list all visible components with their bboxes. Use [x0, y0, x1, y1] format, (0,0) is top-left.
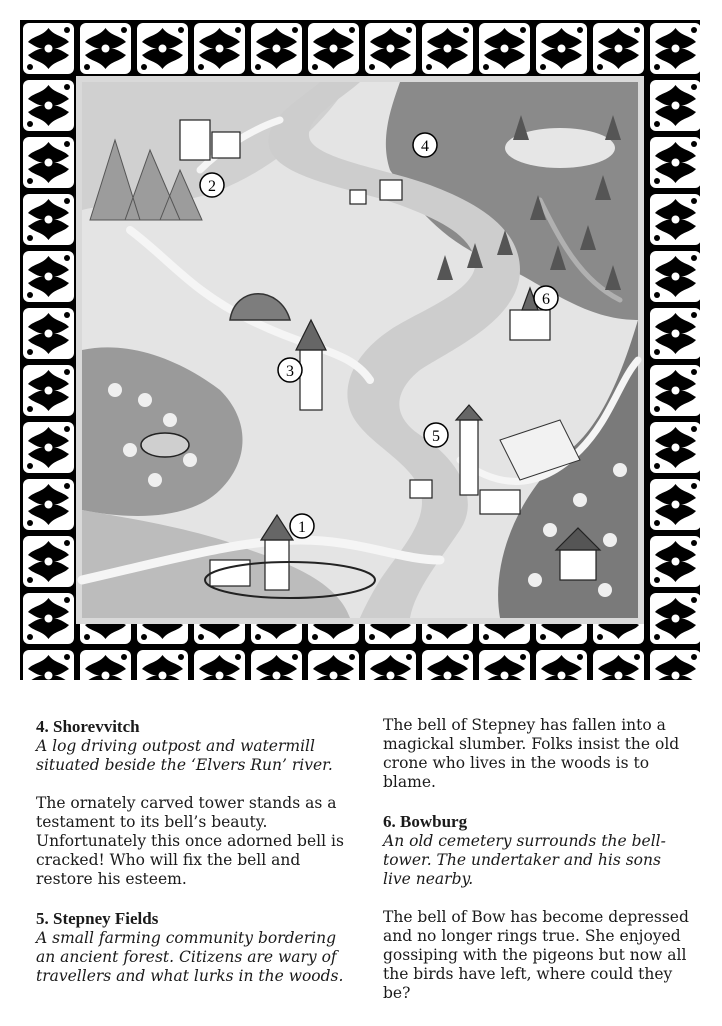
entry-body: The bell of Bow has become depressed and no longer rings true. She enjoyed gossiping with the pigeons but now all the birds have left, where could they be? [383, 908, 689, 1002]
map-area [76, 76, 644, 624]
map-marker-5 [424, 423, 448, 447]
entry-subtitle: A small farming community bordering an ancient forest. Citizens are wary of travellers and what lurks in the woods. [36, 929, 344, 985]
entry-body: The ornately carved tower stands as a testament to its bell’s beauty. Unfortunately this once adorned bell is cracked! Who will fix the bell and restore his esteem. [36, 794, 344, 888]
text-column-left [36, 716, 346, 986]
svg-text:4: 4 [421, 138, 429, 155]
entry-shorevvitch [36, 716, 346, 889]
map-marker-3 [278, 358, 302, 382]
entry-heading: 5. Stepney Fields [36, 909, 159, 928]
svg-text:2: 2 [208, 178, 216, 195]
map-illustration [20, 20, 700, 680]
entry-bowburg [383, 811, 693, 1003]
entry-body: The bell of Stepney has fallen into a magickal slumber. Folks insist the old crone who lives in the woods is to blame. [383, 716, 680, 791]
entry-heading: 4. Shorevvitch [36, 717, 140, 736]
entry-subtitle: An old cemetery surrounds the bell-tower. The undertaker and his sons live nearby. [383, 832, 666, 888]
entry-heading: 6. Bowburg [383, 812, 468, 831]
svg-text:6: 6 [542, 291, 550, 308]
text-column-right [383, 716, 693, 1003]
entry-stepney-fields [36, 908, 346, 986]
svg-text:3: 3 [286, 363, 294, 380]
map-marker-2 [200, 173, 224, 197]
svg-text:5: 5 [432, 428, 440, 445]
map-marker-4 [413, 133, 437, 157]
svg-text:1: 1 [298, 519, 306, 536]
map-marker-6 [534, 286, 558, 310]
map-marker-1 [290, 514, 314, 538]
entry-subtitle: A log driving outpost and watermill situated beside the ‘Elvers Run’ river. [36, 737, 333, 774]
